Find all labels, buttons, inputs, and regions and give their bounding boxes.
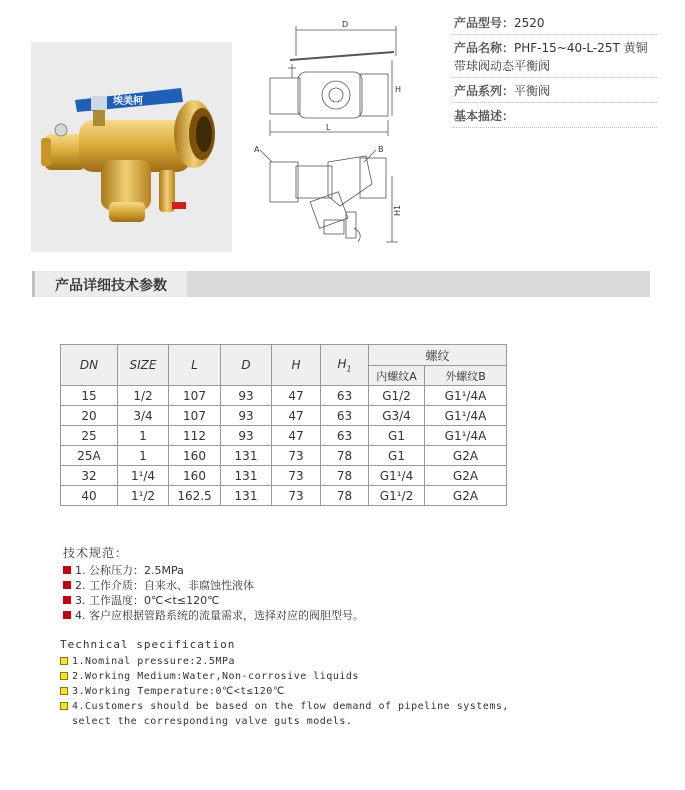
col-header-outer: 外螺纹B [425, 366, 507, 386]
info-key: 产品名称： [454, 41, 515, 55]
cell-l: 160 [169, 466, 221, 486]
cell-inner: G3/4 [369, 406, 425, 426]
zh-spec-notes [63, 544, 483, 623]
cell-size: 3/4 [118, 406, 169, 426]
en-note-text: 4.Customers should be based on the flow demand of pipeline systems, select the corresponding valve guts models. [72, 701, 509, 727]
en-note-item [60, 699, 520, 729]
info-row-model [452, 10, 657, 35]
table-row [61, 386, 507, 406]
yellow-square-bullet-icon [60, 657, 68, 665]
col-header-h: H [272, 345, 321, 386]
cell-inner: G1¹/4 [369, 466, 425, 486]
cell-dn: 25 [61, 426, 118, 446]
cell-l: 112 [169, 426, 221, 446]
col-header-size: SIZE [118, 345, 169, 386]
cell-size: 1/2 [118, 386, 169, 406]
en-note-item [60, 654, 520, 669]
zh-note-item [63, 578, 483, 593]
cell-dn: 25A [61, 446, 118, 466]
cell-d: 131 [221, 446, 272, 466]
cell-d: 93 [221, 426, 272, 446]
zh-note-item [63, 608, 483, 623]
technical-drawing [248, 16, 416, 256]
info-value: 平衡阀 [514, 84, 551, 98]
cell-d: 93 [221, 386, 272, 406]
col-header-dn: DN [61, 345, 118, 386]
info-row-description [452, 103, 657, 128]
cell-d: 131 [221, 486, 272, 506]
info-row-name [452, 35, 657, 78]
brass-valve-image [31, 42, 232, 252]
cell-outer: G1¹/4A [425, 406, 507, 426]
cell-size: 1¹/2 [118, 486, 169, 506]
zh-note-item [63, 563, 483, 578]
table-row [61, 426, 507, 446]
yellow-square-bullet-icon [60, 687, 68, 695]
col-header-thread: 螺纹 [369, 345, 507, 366]
cell-size: 1 [118, 446, 169, 466]
cell-outer: G2A [425, 486, 507, 506]
table-row [61, 466, 507, 486]
cell-inner: G1 [369, 446, 425, 466]
red-square-bullet-icon [63, 611, 71, 619]
zh-note-text: 1. 公称压力：2.5MPa [75, 564, 184, 577]
cell-h1: 78 [321, 486, 369, 506]
red-square-bullet-icon [63, 566, 71, 574]
info-row-series [452, 78, 657, 103]
en-spec-notes [60, 638, 520, 729]
yellow-square-bullet-icon [60, 672, 68, 680]
cell-h1: 78 [321, 466, 369, 486]
zh-notes-title: 技术规范： [63, 546, 129, 560]
info-value: PHF-15~40-L-25T 黄铜带球阀动态平衡阀 [454, 41, 648, 73]
h1-sub: 1 [346, 364, 352, 374]
spec-table [60, 344, 507, 506]
cell-outer: G2A [425, 466, 507, 486]
cell-h: 73 [272, 446, 321, 466]
en-note-item [60, 684, 520, 699]
cell-inner: G1 [369, 426, 425, 446]
port-label-a: A [254, 145, 260, 154]
zh-note-item [63, 593, 483, 608]
col-header-inner: 内螺纹A [369, 366, 425, 386]
en-notes-title: Technical specification [60, 638, 236, 651]
section-title: 产品详细技术参数 [55, 278, 167, 294]
product-photo [31, 42, 232, 252]
dim-label-h1: H1 [393, 204, 402, 216]
table-row [61, 486, 507, 506]
table-row [61, 446, 507, 466]
info-key: 产品型号： [454, 16, 515, 30]
cell-dn: 32 [61, 466, 118, 486]
cell-inner: G1/2 [369, 386, 425, 406]
cell-h1: 63 [321, 426, 369, 446]
cell-h: 47 [272, 406, 321, 426]
cell-dn: 40 [61, 486, 118, 506]
cell-h: 47 [272, 386, 321, 406]
cell-h1: 63 [321, 386, 369, 406]
dim-label-l: L [326, 123, 331, 132]
cell-d: 131 [221, 466, 272, 486]
zh-note-text: 2. 工作介质：自来水、非腐蚀性液体 [75, 579, 254, 592]
h1-main: H [337, 356, 347, 371]
cell-d: 93 [221, 406, 272, 426]
en-note-item [60, 669, 520, 684]
cell-l: 107 [169, 406, 221, 426]
cell-h1: 78 [321, 446, 369, 466]
table-header-row [61, 345, 507, 366]
col-header-d: D [221, 345, 272, 386]
port-label-b: B [378, 145, 384, 154]
red-square-bullet-icon [63, 581, 71, 589]
cell-inner: G1¹/2 [369, 486, 425, 506]
zh-note-text: 4. 客户应根据管路系统的流量需求，选择对应的阀胆型号。 [75, 609, 364, 622]
en-note-text: 3.Working Temperature:0℃<t≤120℃ [72, 686, 285, 697]
cell-outer: G2A [425, 446, 507, 466]
cell-l: 162.5 [169, 486, 221, 506]
cell-dn: 15 [61, 386, 118, 406]
col-header-l: L [169, 345, 221, 386]
cell-size: 1 [118, 426, 169, 446]
en-note-text: 1.Nominal pressure:2.5MPa [72, 656, 236, 667]
handle-brand-text: 埃美柯 [113, 96, 143, 107]
cell-h: 73 [272, 466, 321, 486]
cell-l: 160 [169, 446, 221, 466]
info-key: 基本描述： [454, 109, 515, 123]
table-row [61, 406, 507, 426]
col-header-h1 [321, 345, 369, 386]
yellow-square-bullet-icon [60, 702, 68, 710]
dim-label-h: H [395, 85, 402, 94]
zh-note-text: 3. 工作温度：0℃<t≤120℃ [75, 594, 220, 607]
en-note-text: 2.Working Medium:Water,Non-corrosive liquids [72, 671, 359, 682]
cell-outer: G1¹/4A [425, 386, 507, 406]
cell-size: 1¹/4 [118, 466, 169, 486]
dim-label-d: D [342, 20, 349, 29]
red-square-bullet-icon [63, 596, 71, 604]
cell-h1: 63 [321, 406, 369, 426]
cell-h: 73 [272, 486, 321, 506]
info-key: 产品系列： [454, 84, 515, 98]
cell-l: 107 [169, 386, 221, 406]
cell-h: 47 [272, 426, 321, 446]
product-info [452, 10, 657, 128]
cell-outer: G1¹/4A [425, 426, 507, 446]
info-value: 2520 [514, 16, 545, 30]
cell-dn: 20 [61, 406, 118, 426]
